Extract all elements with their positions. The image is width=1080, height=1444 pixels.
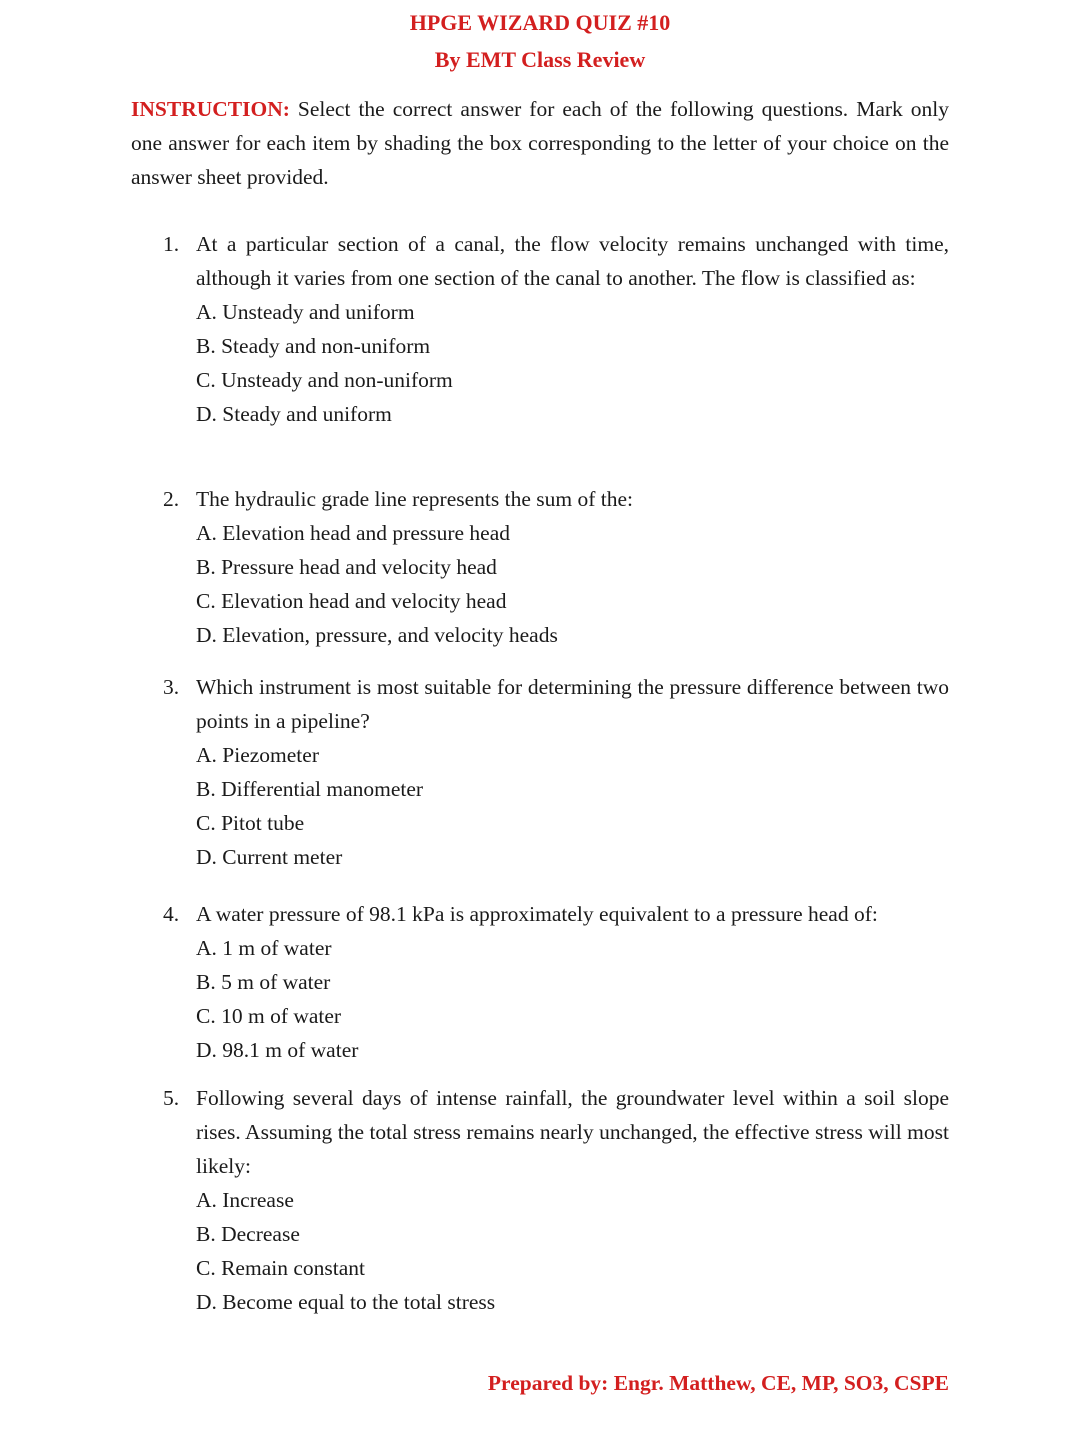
option-list (163, 295, 949, 431)
instruction-label: INSTRUCTION: (131, 97, 290, 121)
option-a: A. Elevation head and pressure head (196, 521, 511, 545)
question-text: At a particular section of a canal, the flow velocity remains unchanged with time, although it varies from one section of the canal to another. The flow is classified as: (196, 232, 949, 290)
question-text: Which instrument is most suitable for determining the pressure difference between two points in a pipeline? (196, 675, 949, 733)
option-list (163, 931, 949, 1067)
option-a: A. 1 m of water (196, 936, 332, 960)
option-a: A. Increase (196, 1188, 294, 1212)
question-number: 5. (163, 1086, 180, 1110)
question-number: 3. (163, 675, 180, 699)
option-b: B. Pressure head and velocity head (196, 555, 497, 579)
option-d: D. 98.1 m of water (196, 1038, 359, 1062)
question-item (163, 482, 949, 652)
option-b: B. Differential manometer (196, 777, 424, 801)
question-number: 2. (163, 487, 180, 511)
option-c: C. Pitot tube (196, 811, 305, 835)
question-item (163, 670, 949, 874)
instruction-paragraph (131, 92, 949, 194)
question-item (163, 1081, 949, 1319)
option-c: C. Remain constant (196, 1256, 365, 1280)
quiz-subtitle: By EMT Class Review (434, 47, 646, 72)
option-list (163, 516, 949, 652)
option-d: D. Steady and uniform (196, 402, 392, 426)
option-d: D. Become equal to the total stress (196, 1290, 496, 1314)
option-c: C. 10 m of water (196, 1004, 342, 1028)
option-b: B. Decrease (196, 1222, 300, 1246)
option-d: D. Current meter (196, 845, 343, 869)
question-text: A water pressure of 98.1 kPa is approximately equivalent to a pressure head of: (196, 902, 878, 926)
question-number: 1. (163, 232, 180, 256)
question-text: Following several days of intense rainfall, the groundwater level within a soil slope rises. Assuming the total stress remains nearly unchanged, the effective stress will most likely: (196, 1086, 949, 1178)
option-a: A. Piezometer (196, 743, 319, 767)
question-item (163, 227, 949, 431)
question-item (163, 897, 949, 1067)
option-c: C. Elevation head and velocity head (196, 589, 507, 613)
question-text: The hydraulic grade line represents the sum of the: (196, 487, 634, 511)
option-d: D. Elevation, pressure, and velocity heads (196, 623, 558, 647)
prepared-by-footer: Prepared by: Engr. Matthew, CE, MP, SO3, CSPE (487, 1371, 949, 1395)
instruction-text: Select the correct answer for each of the following questions. Mark only one answer for each item by shading the box corresponding to the letter of your choice on the answer sheet provided. (131, 97, 949, 189)
quiz-title: HPGE WIZARD QUIZ #10 (409, 10, 671, 35)
option-list (163, 1183, 949, 1319)
option-b: B. 5 m of water (196, 970, 331, 994)
option-list (163, 738, 949, 874)
option-a: A. Unsteady and uniform (196, 300, 415, 324)
option-b: B. Steady and non-uniform (196, 334, 431, 358)
option-c: C. Unsteady and non-uniform (196, 368, 453, 392)
question-number: 4. (163, 902, 180, 926)
